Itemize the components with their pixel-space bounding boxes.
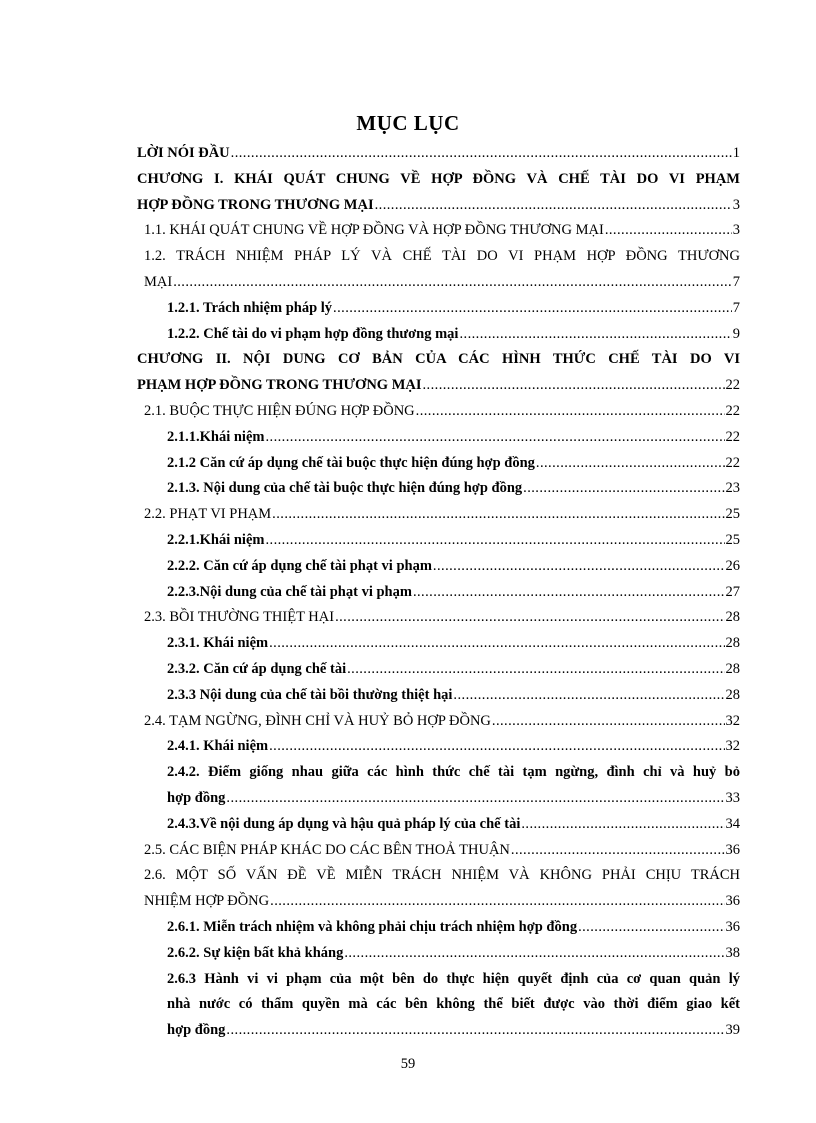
- dot-leader: [605, 218, 732, 244]
- toc-entry-text: 2.3.3 Nội dung của chế tài bồi thường thiệt hại: [167, 686, 453, 703]
- dot-leader: [270, 889, 724, 915]
- toc-entry[interactable]: [137, 838, 740, 864]
- toc-page-number: 38: [725, 944, 740, 961]
- toc-entry-text: 2.4.2. Điểm giống nhau giữa các hình thức chế tài tạm ngừng, đình chỉ và huỷ bỏ: [167, 764, 740, 781]
- toc-entry[interactable]: [137, 760, 740, 812]
- page-title: MỤC LỤC: [356, 111, 460, 135]
- toc-entry-text: 2.1.2 Căn cứ áp dụng chế tài buộc thực hiện đúng hợp đồng: [167, 454, 535, 471]
- toc-entry-text: 2.2.1.Khái niệm: [167, 531, 265, 548]
- toc-entry-text: 2.6. MỘT SỐ VẤN ĐỀ VỀ MIỄN TRÁCH NHIỆM VÀ KHÔNG PHẢI CHỊU TRÁCH: [144, 867, 740, 884]
- toc-entry[interactable]: [137, 476, 740, 502]
- toc-entry[interactable]: [137, 218, 740, 244]
- dot-leader: [226, 1018, 724, 1044]
- toc-page-number: 9: [732, 325, 740, 342]
- toc-entry-text: NHIỆM HỢP ĐỒNG: [144, 893, 270, 910]
- toc-page-number: 36: [725, 841, 740, 858]
- toc-page-number: 25: [725, 506, 740, 523]
- toc-entry[interactable]: [137, 915, 740, 941]
- toc-page-number: 28: [725, 686, 740, 703]
- toc-entry[interactable]: [137, 709, 740, 735]
- toc-entry[interactable]: [137, 399, 740, 425]
- toc-entry[interactable]: [137, 244, 740, 296]
- dot-leader: [511, 838, 725, 864]
- dot-leader: [413, 580, 725, 606]
- toc-entry-text: 1.2. TRÁCH NHIỆM PHÁP LÝ VÀ CHẾ TÀI DO VI PHẠM HỢP ĐỒNG THƯƠNG: [144, 248, 740, 265]
- toc-entry-text: nhà nước có thẩm quyền mà các bên không thể biết được vào thời điểm giao kết: [167, 996, 740, 1013]
- toc-entry-text: HỢP ĐỒNG TRONG THƯƠNG MẠI: [137, 196, 374, 213]
- dot-leader: [269, 734, 724, 760]
- toc-page-number: 23: [725, 480, 740, 497]
- dot-leader: [433, 554, 725, 580]
- toc-entry-text: 2.5. CÁC BIỆN PHÁP KHÁC DO CÁC BÊN THOẢ THUẬN: [144, 841, 510, 858]
- toc-entry-text: 1.1. KHÁI QUÁT CHUNG VỀ HỢP ĐỒNG VÀ HỢP ĐỒNG THƯƠNG MẠI: [144, 222, 604, 239]
- toc-page-number: 25: [725, 531, 740, 548]
- toc-entry[interactable]: [137, 812, 740, 838]
- dot-leader: [265, 528, 724, 554]
- toc-page-number: 22: [725, 428, 740, 445]
- page-number: 59: [400, 1056, 416, 1072]
- toc-entry-text: hợp đồng: [167, 789, 226, 806]
- toc-entry-text: PHẠM HỢP ĐỒNG TRONG THƯƠNG MẠI: [137, 377, 422, 394]
- dot-leader: [453, 683, 724, 709]
- toc-entry-text: 2.2.3.Nội dung của chế tài phạt vi phạm: [167, 583, 412, 600]
- toc-entry-text: 2.2.2. Căn cứ áp dụng chế tài phạt vi phạm: [167, 557, 432, 574]
- dot-leader: [344, 941, 724, 967]
- toc-entry-text: 2.6.3 Hành vi vi phạm của một bên do thực hiện quyết định của cơ quan quản lý: [167, 970, 740, 987]
- toc-page-number: 3: [732, 196, 740, 213]
- dot-leader: [578, 915, 724, 941]
- toc-entry-text: 1.2.1. Trách nhiệm pháp lý: [167, 299, 333, 316]
- dot-leader: [269, 631, 724, 657]
- dot-leader: [226, 786, 724, 812]
- toc-entry[interactable]: [137, 554, 740, 580]
- toc-entry[interactable]: [137, 167, 740, 219]
- toc-entry-text: 2.1.1.Khái niệm: [167, 428, 265, 445]
- toc-entry-text: hợp đồng: [167, 1022, 226, 1039]
- toc-entry[interactable]: [137, 734, 740, 760]
- dot-leader: [536, 451, 725, 477]
- toc-page-number: 34: [725, 815, 740, 832]
- toc-entry[interactable]: [137, 967, 740, 1044]
- toc-entry[interactable]: [137, 528, 740, 554]
- toc-entry[interactable]: [137, 502, 740, 528]
- toc-entry[interactable]: [137, 941, 740, 967]
- toc-entry[interactable]: [137, 605, 740, 631]
- dot-leader: [523, 476, 724, 502]
- toc-entry[interactable]: [137, 347, 740, 399]
- toc-page-number: 7: [732, 273, 740, 290]
- toc-entry[interactable]: [137, 657, 740, 683]
- toc-entry-text: 2.1. BUỘC THỰC HIỆN ĐÚNG HỢP ĐỒNG: [144, 402, 415, 419]
- toc-entry-text: 2.3.2. Căn cứ áp dụng chế tài: [167, 660, 347, 677]
- toc-page-number: 26: [725, 557, 740, 574]
- toc-entry[interactable]: [137, 580, 740, 606]
- toc-page-number: 32: [725, 712, 740, 729]
- dot-leader: [521, 812, 724, 838]
- dot-leader: [333, 296, 732, 322]
- dot-leader: [231, 141, 732, 167]
- toc-page-number: 1: [732, 145, 740, 161]
- toc-page-number: 39: [725, 1022, 740, 1039]
- toc-page-number: 36: [725, 918, 740, 935]
- toc-page-number: 32: [725, 738, 740, 755]
- toc-entry[interactable]: [137, 683, 740, 709]
- dot-leader: [347, 657, 724, 683]
- toc-entry-text: 2.3.1. Khái niệm: [167, 635, 269, 652]
- dot-leader: [173, 270, 732, 296]
- dot-leader: [375, 193, 732, 219]
- toc-entry[interactable]: [137, 425, 740, 451]
- toc-entry-text: 2.6.2. Sự kiện bất khả kháng: [167, 944, 344, 961]
- toc-entry-text: LỜI NÓI ĐẦU: [137, 145, 230, 161]
- toc-page-number: 33: [725, 789, 740, 806]
- toc-entry[interactable]: [137, 451, 740, 477]
- toc-entry[interactable]: [137, 631, 740, 657]
- toc-page-number: 28: [725, 660, 740, 677]
- toc-entry-text: 2.6.1. Miễn trách nhiệm và không phải chịu trách nhiệm hợp đồng: [167, 918, 578, 935]
- toc-page-number: 36: [725, 893, 740, 910]
- toc-page-number: 28: [725, 635, 740, 652]
- dot-leader: [265, 425, 724, 451]
- toc-entry-text: MẠI: [144, 273, 173, 290]
- dot-leader: [272, 502, 724, 528]
- dot-leader: [335, 605, 724, 631]
- toc-entry-text: 1.2.2. Chế tài do vi phạm hợp đồng thương mại: [167, 325, 459, 342]
- toc-entry-text: 2.4.3.Về nội dung áp dụng và hậu quả pháp lý của chế tài: [167, 815, 521, 832]
- toc-entry-text: 2.4.1. Khái niệm: [167, 738, 269, 755]
- dot-leader: [423, 373, 725, 399]
- dot-leader: [459, 322, 731, 348]
- toc-entry-text: CHƯƠNG II. NỘI DUNG CƠ BẢN CỦA CÁC HÌNH THỨC CHẾ TÀI DO VI: [137, 351, 740, 368]
- dot-leader: [492, 709, 725, 735]
- toc-page-number: 28: [725, 609, 740, 626]
- toc-entry-text: 2.1.3. Nội dung của chế tài buộc thực hiện đúng hợp đồng: [167, 480, 523, 497]
- toc-page-number: 3: [732, 222, 740, 239]
- table-of-contents: [137, 141, 740, 1044]
- toc-entry[interactable]: [137, 863, 740, 915]
- toc-entry-text: 2.4. TẠM NGỪNG, ĐÌNH CHỈ VÀ HUỶ BỎ HỢP ĐỒNG: [144, 712, 491, 729]
- toc-entry-text: CHƯƠNG I. KHÁI QUÁT CHUNG VỀ HỢP ĐỒNG VÀ CHẾ TÀI DO VI PHẠM: [137, 170, 740, 187]
- toc-page-number: 22: [725, 454, 740, 471]
- toc-entry-text: 2.3. BỒI THƯỜNG THIỆT HẠI: [144, 609, 335, 626]
- toc-page-number: 22: [725, 377, 740, 394]
- toc-entry[interactable]: [137, 296, 740, 322]
- toc-entry[interactable]: [137, 141, 740, 167]
- dot-leader: [416, 399, 725, 425]
- toc-entry[interactable]: [137, 322, 740, 348]
- toc-page-number: 7: [732, 299, 740, 316]
- toc-entry-text: 2.2. PHẠT VI PHẠM: [144, 506, 272, 523]
- toc-page-number: 22: [725, 402, 740, 419]
- toc-page-number: 27: [725, 583, 740, 600]
